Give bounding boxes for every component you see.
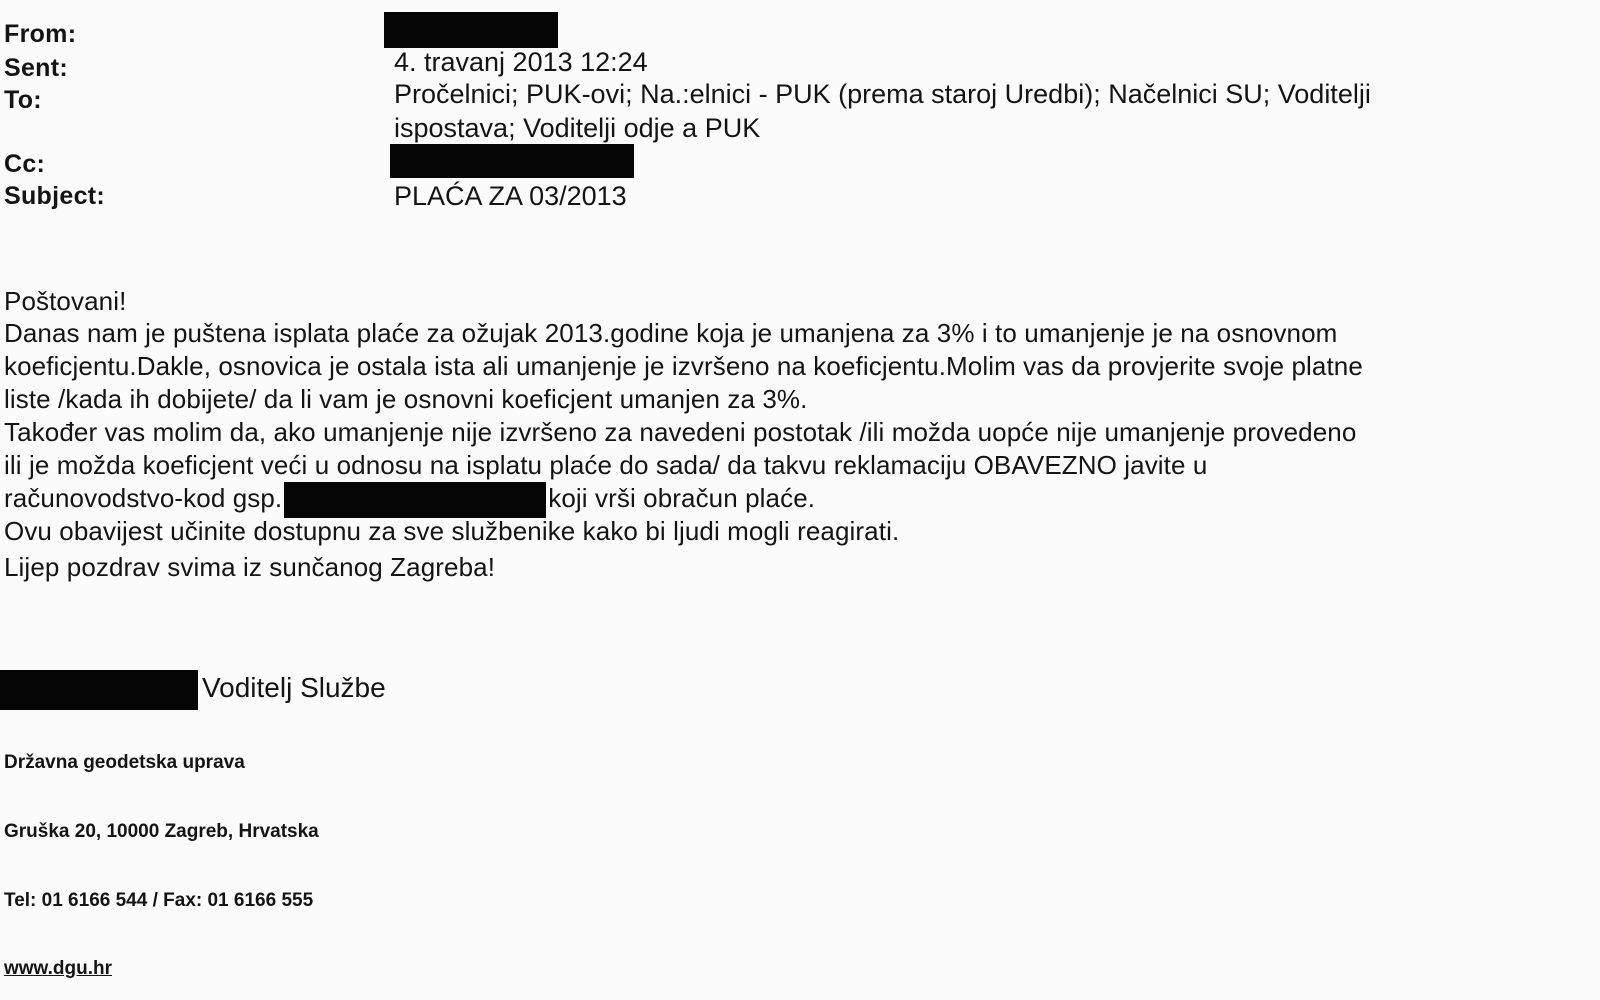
to-value-line2: ispostava; Voditelji odje a PUK — [394, 113, 761, 143]
to-value-line1: Pročelnici; PUK-ovi; Na.:elnici - PUK (prema staroj Uredbi); Načelnici SU; Voditelji — [394, 79, 1371, 109]
sent-label: Sent: — [4, 54, 68, 82]
from-redaction — [384, 12, 558, 48]
body-line-5: ili je možda koeficjent veći u odnosu na isplatu plaće do sada/ da takvu reklamaciju OBAVEZNO javite u — [4, 450, 1208, 480]
name-redaction — [284, 482, 546, 518]
signature-organization: Državna geodetska uprava — [4, 752, 245, 773]
body-line-3: liste /kada ih dobijete/ da li vam je osnovni koeficjent umanjen za 3%. — [4, 384, 808, 414]
subject-value: PLAĆA ZA 03/2013 — [394, 181, 627, 211]
sent-value: 4. travanj 2013 12:24 — [394, 47, 648, 77]
signature-address: Gruška 20, 10000 Zagreb, Hrvatska — [4, 821, 319, 842]
body-line-4: Također vas molim da, ako umanjenje nije izvršeno za navedeni postotak /ili možda uopće nije umanjenje provedeno — [4, 417, 1357, 447]
body-line-6-start: računovodstvo-kod gsp. — [4, 482, 283, 513]
to-label: To: — [4, 86, 42, 114]
body-line-1: Danas nam je puštena isplata plaće za ožujak 2013.godine koja je umanjena za 3% i to umanjenje je na osnovnom — [4, 318, 1338, 348]
signature-website-link[interactable]: www.dgu.hr — [4, 958, 113, 979]
signature-title: Voditelj Službe — [202, 672, 386, 703]
signature-phone: Tel: 01 6166 544 / Fax: 01 6166 555 — [4, 890, 314, 911]
body-line-6 — [4, 482, 815, 518]
greeting: Poštovani! — [4, 286, 127, 316]
cc-label: Cc: — [4, 150, 46, 178]
signature-name-redaction — [0, 670, 198, 710]
body-line-8: Lijep pozdrav svima iz sunčanog Zagreba! — [4, 552, 496, 582]
subject-label: Subject: — [4, 182, 106, 210]
body-line-6-end: koji vrši obračun plaće. — [548, 482, 816, 513]
body-line-7: Ovu obavijest učinite dostupnu za sve službenike kako bi ljudi mogli reagirati. — [4, 516, 900, 546]
cc-redaction — [390, 144, 634, 178]
from-label: From: — [4, 20, 77, 48]
body-line-2: koeficjentu.Dakle, osnovica je ostala ista ali umanjenje je izvršeno na koeficjentu.Molim vas da provjerite svoje platne — [4, 351, 1363, 381]
